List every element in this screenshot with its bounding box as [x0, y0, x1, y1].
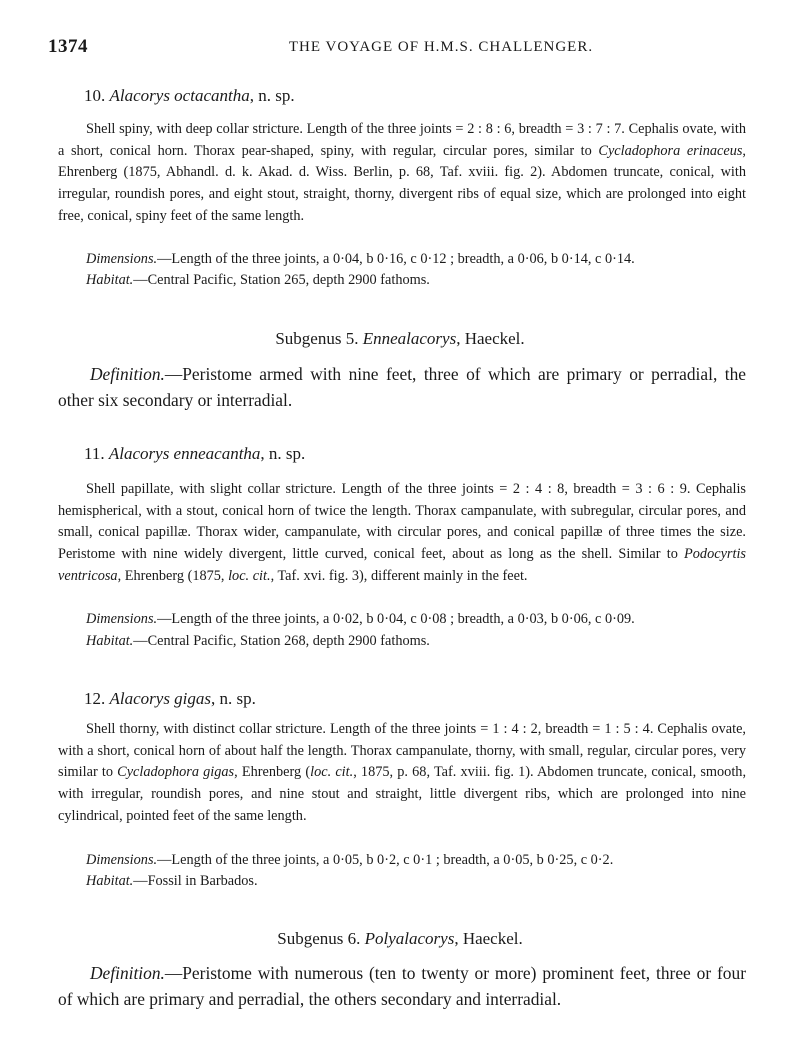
running-title: THE VOYAGE OF H.M.S. CHALLENGER. [288, 39, 594, 55]
species-10-name: Alacorys octacantha [109, 86, 250, 105]
subgenus-5-heading: Subgenus 5. Ennealacorys, Haeckel. [275, 329, 525, 348]
subgenus-5-definition: Definition.—Peristome armed with nine feet, three of which are primary or perradial, the other six secondary or interradial. [58, 364, 746, 410]
species-10-habitat: Habitat.—Central Pacific, Station 265, depth 2900 fathoms. [86, 272, 430, 288]
species-10-heading: 10. Alacorys octacantha, n. sp. [84, 86, 295, 105]
species-11-description: Shell papillate, with slight collar stricture. Length of the three joints = 2 : 4 : 8, breadth = 3 : 6 : 9. Cephalis hemispherical, with a stout, conical horn of twice the length. Thorax campanulate, with subregular, circular pores, and small, conical papillæ. Thorax wider, campanulate, with circular pores, and conical papillæ of three times the size. Peristome with nine widely divergent, little curved, conical feet, about as long as the shell. Similar to Podocyrtis ventricosa, Ehrenberg (1875, loc. cit., Taf. xvi. fig. 3), different mainly in the feet. [58, 481, 746, 584]
species-11-heading: 11. Alacorys enneacantha, n. sp. [84, 444, 306, 463]
species-12-heading: 12. Alacorys gigas, n. sp. [84, 689, 256, 708]
species-12-name: Alacorys gigas [109, 689, 212, 708]
page-header [48, 36, 754, 60]
species-11-name: Alacorys enneacantha [108, 444, 261, 463]
species-10-description: Shell spiny, with deep collar stricture. Length of the three joints = 2 : 8 : 6, breadth = 3 : 7 : 7. Cephalis ovate, with a short, conical horn. Thorax pear-shaped, spiny, with regular, circular pores, similar to Cycladophora erinaceus, Ehrenberg (1875, Abhandl. d. k. Akad. d. Wiss. Berlin, p. 68, Taf. xviii. fig. 2). Abdomen truncate, conical, with irregular, roundish pores, and eight stout, straight, thorny, divergent ribs of equal size, which are prolonged into eight free, conical, spiny feet of the same length. [58, 121, 746, 224]
species-10-dimensions: Dimensions.—Length of the three joints, a 0·04, b 0·16, c 0·12 ; breadth, a 0·06, b 0·14, c 0·14. [86, 251, 635, 267]
subgenus-6-definition: Definition.—Peristome with numerous (ten to twenty or more) prominent feet, three or four of which are primary and perradial, the others secondary and interradial. [58, 963, 746, 1009]
species-11-habitat: Habitat.—Central Pacific, Station 268, depth 2900 fathoms. [86, 633, 430, 649]
species-12-dimensions: Dimensions.—Length of the three joints, a 0·05, b 0·2, c 0·1 ; breadth, a 0·05, b 0·25, c 0·2. [86, 852, 614, 868]
subgenus-6-heading: Subgenus 6. Polyalacorys, Haeckel. [277, 929, 523, 948]
species-12-description: Shell thorny, with distinct collar stricture. Length of the three joints = 1 : 4 : 2, breadth = 1 : 5 : 4. Cephalis ovate, with a short, conical horn of about half the length. Thorax campanulate, thorny, with small, regular, circular pores, very similar to Cycladophora gigas, Ehrenberg (loc. cit., 1875, p. 68, Taf. xviii. fig. 1). Abdomen truncate, conical, smooth, with irregular, roundish pores, and nine stout and straight, little divergent ribs, which are prolonged into nine cylindrical, pointed feet of the same length. [58, 721, 747, 824]
species-12-habitat: Habitat.—Fossil in Barbados. [86, 873, 258, 889]
page-number: 1374 [48, 36, 88, 57]
species-11-dimensions: Dimensions.—Length of the three joints, a 0·02, b 0·04, c 0·08 ; breadth, a 0·03, b 0·06, c 0·09. [86, 611, 635, 627]
